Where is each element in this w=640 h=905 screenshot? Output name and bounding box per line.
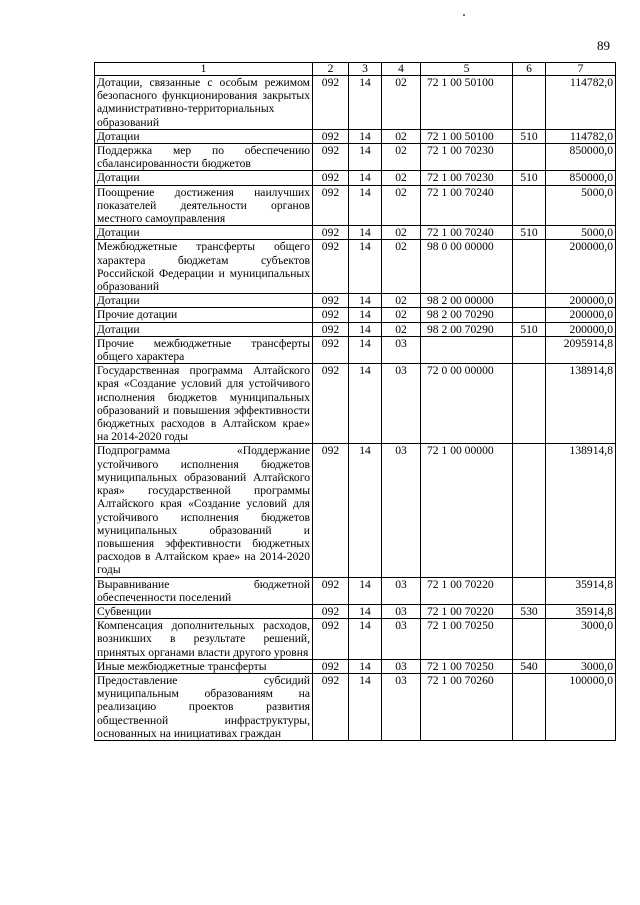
row-expense-type-cell: 510 — [513, 322, 546, 336]
row-ministry-cell: 092 — [313, 226, 349, 240]
row-target-cell: 98 2 00 70290 — [421, 308, 513, 322]
row-ministry-cell: 092 — [313, 604, 349, 618]
row-target-cell: 98 2 00 00000 — [421, 294, 513, 308]
table-row — [95, 577, 616, 604]
row-subsection-cell: 03 — [382, 444, 421, 577]
row-name-cell: Поддержка мер по обеспечению сбалансированности бюджетов — [95, 144, 313, 171]
row-expense-type-cell — [513, 185, 546, 226]
table-row — [95, 336, 616, 363]
row-target-cell: 72 1 00 70240 — [421, 226, 513, 240]
row-name-cell: Предоставление субсидий муниципальным образованиям на реализацию проектов развития общественной инфраструктуры, основанных на инициативах граждан — [95, 673, 313, 740]
table-row — [95, 322, 616, 336]
row-section-cell: 14 — [349, 294, 382, 308]
table-row — [95, 240, 616, 294]
row-section-cell: 14 — [349, 308, 382, 322]
header-cell: 7 — [546, 63, 616, 76]
table-row — [95, 364, 616, 444]
row-target-cell: 72 1 00 70250 — [421, 619, 513, 660]
row-expense-type-cell — [513, 294, 546, 308]
table-body — [95, 63, 616, 741]
row-target-cell: 98 2 00 70290 — [421, 322, 513, 336]
row-subsection-cell: 03 — [382, 364, 421, 444]
row-name-cell: Государственная программа Алтайского края «Создание условий для устойчивого исполнения бюджетов муниципальных образований и повышения эффективности бюджетных расходов в Алтайском крае» на 2014-2020 годы — [95, 364, 313, 444]
row-subsection-cell: 02 — [382, 226, 421, 240]
row-amount-cell: 3000,0 — [546, 619, 616, 660]
row-section-cell: 14 — [349, 226, 382, 240]
row-ministry-cell: 092 — [313, 619, 349, 660]
row-expense-type-cell: 510 — [513, 171, 546, 185]
row-expense-type-cell: 540 — [513, 659, 546, 673]
table-row — [95, 226, 616, 240]
row-target-cell: 72 1 00 70260 — [421, 673, 513, 740]
row-ministry-cell: 092 — [313, 577, 349, 604]
row-ministry-cell: 092 — [313, 364, 349, 444]
row-name-cell: Дотации — [95, 322, 313, 336]
row-subsection-cell: 03 — [382, 577, 421, 604]
row-expense-type-cell — [513, 444, 546, 577]
row-section-cell: 14 — [349, 185, 382, 226]
row-target-cell: 72 1 00 70250 — [421, 659, 513, 673]
row-target-cell: 72 1 00 00000 — [421, 444, 513, 577]
row-name-cell: Дотации — [95, 226, 313, 240]
table-row — [95, 673, 616, 740]
row-section-cell: 14 — [349, 364, 382, 444]
row-target-cell: 72 1 00 70240 — [421, 185, 513, 226]
row-amount-cell: 5000,0 — [546, 226, 616, 240]
row-ministry-cell: 092 — [313, 673, 349, 740]
row-expense-type-cell: 530 — [513, 604, 546, 618]
header-cell: 3 — [349, 63, 382, 76]
row-amount-cell: 114782,0 — [546, 76, 616, 130]
row-name-cell: Субвенции — [95, 604, 313, 618]
row-expense-type-cell — [513, 144, 546, 171]
row-expense-type-cell — [513, 364, 546, 444]
row-ministry-cell: 092 — [313, 444, 349, 577]
header-cell: 6 — [513, 63, 546, 76]
row-expense-type-cell — [513, 308, 546, 322]
table-header-row — [95, 63, 616, 76]
row-target-cell: 72 1 00 70220 — [421, 577, 513, 604]
row-target-cell: 72 1 00 50100 — [421, 76, 513, 130]
row-section-cell: 14 — [349, 444, 382, 577]
row-amount-cell: 200000,0 — [546, 240, 616, 294]
row-ministry-cell: 092 — [313, 336, 349, 363]
row-subsection-cell: 02 — [382, 240, 421, 294]
table-row — [95, 444, 616, 577]
row-section-cell: 14 — [349, 322, 382, 336]
row-ministry-cell: 092 — [313, 76, 349, 130]
row-subsection-cell: 03 — [382, 619, 421, 660]
table-row — [95, 659, 616, 673]
row-section-cell: 14 — [349, 619, 382, 660]
table-row — [95, 294, 616, 308]
row-ministry-cell: 092 — [313, 294, 349, 308]
row-amount-cell: 200000,0 — [546, 294, 616, 308]
page-number: 89 — [597, 38, 610, 53]
row-expense-type-cell: 510 — [513, 226, 546, 240]
row-ministry-cell: 092 — [313, 240, 349, 294]
row-subsection-cell: 02 — [382, 144, 421, 171]
row-subsection-cell: 03 — [382, 336, 421, 363]
row-name-cell: Компенсация дополнительных расходов, возникших в результате решений, принятых органами власти другого уровня — [95, 619, 313, 660]
row-amount-cell: 138914,8 — [546, 444, 616, 577]
row-amount-cell: 35914,8 — [546, 577, 616, 604]
row-section-cell: 14 — [349, 659, 382, 673]
header-cell: 4 — [382, 63, 421, 76]
row-name-cell: Дотации — [95, 129, 313, 143]
row-target-cell: 72 1 00 70230 — [421, 171, 513, 185]
row-amount-cell: 100000,0 — [546, 673, 616, 740]
row-amount-cell: 3000,0 — [546, 659, 616, 673]
row-ministry-cell: 092 — [313, 129, 349, 143]
row-section-cell: 14 — [349, 240, 382, 294]
budget-table — [94, 62, 616, 741]
row-ministry-cell: 092 — [313, 322, 349, 336]
row-ministry-cell: 092 — [313, 659, 349, 673]
row-expense-type-cell — [513, 673, 546, 740]
row-amount-cell: 114782,0 — [546, 129, 616, 143]
row-section-cell: 14 — [349, 171, 382, 185]
row-subsection-cell: 02 — [382, 129, 421, 143]
table-row — [95, 76, 616, 130]
row-section-cell: 14 — [349, 129, 382, 143]
row-name-cell: Подпрограмма «Поддержание устойчивого исполнения бюджетов муниципальных образований Алтайского края» государственной программы Алтайского края «Создание условий для устойчивого исполнения бюджетов муниципальных образований и повышения эффективности бюджетных расходов в Алтайском крае» на 2014-2020 годы — [95, 444, 313, 577]
table-row — [95, 619, 616, 660]
row-expense-type-cell — [513, 619, 546, 660]
row-target-cell: 72 1 00 70230 — [421, 144, 513, 171]
row-amount-cell: 5000,0 — [546, 185, 616, 226]
row-amount-cell: 200000,0 — [546, 308, 616, 322]
row-amount-cell: 35914,8 — [546, 604, 616, 618]
row-amount-cell: 200000,0 — [546, 322, 616, 336]
row-name-cell: Выравнивание бюджетной обеспеченности поселений — [95, 577, 313, 604]
row-section-cell: 14 — [349, 673, 382, 740]
row-ministry-cell: 092 — [313, 308, 349, 322]
row-name-cell: Прочие дотации — [95, 308, 313, 322]
row-subsection-cell: 02 — [382, 308, 421, 322]
header-cell: 2 — [313, 63, 349, 76]
row-expense-type-cell: 510 — [513, 129, 546, 143]
row-section-cell: 14 — [349, 76, 382, 130]
scan-speck — [463, 14, 465, 16]
table-row — [95, 604, 616, 618]
row-subsection-cell: 02 — [382, 76, 421, 130]
row-target-cell: 72 1 00 50100 — [421, 129, 513, 143]
row-name-cell: Дотации, связанные с особым режимом безопасного функционирования закрытых административно-территориальных образований — [95, 76, 313, 130]
row-amount-cell: 2095914,8 — [546, 336, 616, 363]
row-expense-type-cell — [513, 336, 546, 363]
row-subsection-cell: 02 — [382, 294, 421, 308]
table-row — [95, 144, 616, 171]
header-cell: 5 — [421, 63, 513, 76]
row-expense-type-cell — [513, 76, 546, 130]
row-subsection-cell: 02 — [382, 185, 421, 226]
row-section-cell: 14 — [349, 336, 382, 363]
row-name-cell: Межбюджетные трансферты общего характера бюджетам субъектов Российской Федерации и муниципальных образований — [95, 240, 313, 294]
row-section-cell: 14 — [349, 144, 382, 171]
table-row — [95, 171, 616, 185]
row-target-cell: 72 0 00 00000 — [421, 364, 513, 444]
row-target-cell — [421, 336, 513, 363]
row-name-cell: Дотации — [95, 171, 313, 185]
row-name-cell: Прочие межбюджетные трансферты общего характера — [95, 336, 313, 363]
header-cell: 1 — [95, 63, 313, 76]
row-amount-cell: 850000,0 — [546, 171, 616, 185]
row-amount-cell: 138914,8 — [546, 364, 616, 444]
row-expense-type-cell — [513, 577, 546, 604]
table-row — [95, 308, 616, 322]
row-expense-type-cell — [513, 240, 546, 294]
row-ministry-cell: 092 — [313, 171, 349, 185]
row-ministry-cell: 092 — [313, 144, 349, 171]
row-section-cell: 14 — [349, 577, 382, 604]
row-section-cell: 14 — [349, 604, 382, 618]
row-subsection-cell: 02 — [382, 171, 421, 185]
row-target-cell: 72 1 00 70220 — [421, 604, 513, 618]
table-row — [95, 185, 616, 226]
row-subsection-cell: 03 — [382, 673, 421, 740]
row-ministry-cell: 092 — [313, 185, 349, 226]
row-target-cell: 98 0 00 00000 — [421, 240, 513, 294]
row-name-cell: Поощрение достижения наилучших показателей деятельности органов местного самоуправления — [95, 185, 313, 226]
row-subsection-cell: 03 — [382, 604, 421, 618]
row-subsection-cell: 02 — [382, 322, 421, 336]
row-subsection-cell: 03 — [382, 659, 421, 673]
row-name-cell: Дотации — [95, 294, 313, 308]
table-row — [95, 129, 616, 143]
row-amount-cell: 850000,0 — [546, 144, 616, 171]
row-name-cell: Иные межбюджетные трансферты — [95, 659, 313, 673]
